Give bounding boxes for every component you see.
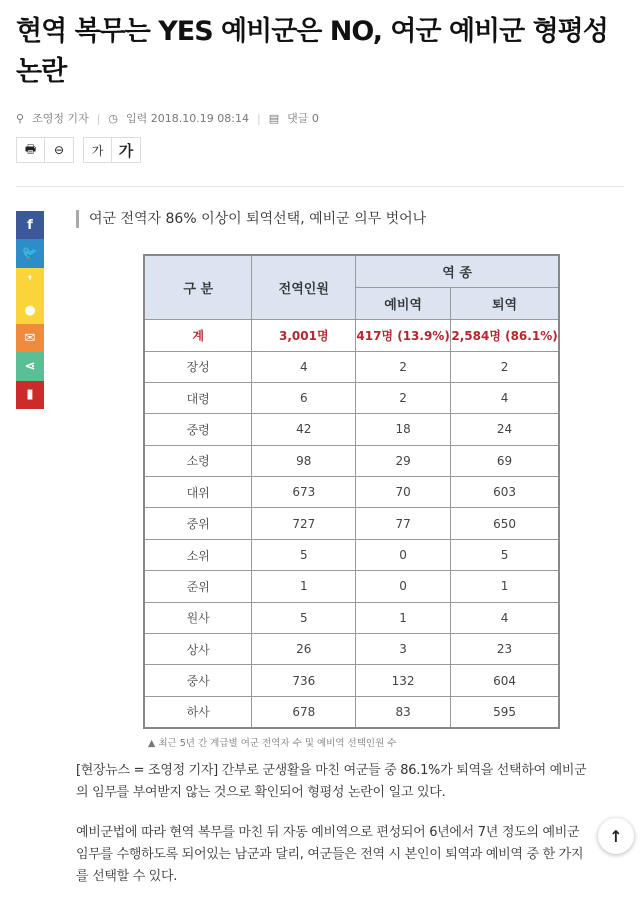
cell: 26 [252, 634, 356, 665]
cell: 23 [451, 634, 559, 665]
cell: 595 [451, 696, 559, 727]
cell: 2 [356, 382, 451, 413]
header-reserve: 예비역 [356, 287, 451, 319]
table-row [144, 665, 559, 696]
cell: 1 [356, 602, 451, 633]
table-row [144, 414, 559, 445]
cell: 673 [252, 477, 356, 508]
cell: 736 [252, 665, 356, 696]
cell: 계 [144, 319, 252, 351]
cell: 604 [451, 665, 559, 696]
article-paragraph: 예비군법에 따라 현역 복무를 마친 뒤 자동 예비역으로 편성되어 6년에서 7년 정도의 예비군 임무를 수행하도록 되어있는 남군과 달리, 여군들은 전역 시 본인이 퇴역과 예비역 중 한 가지를 선택할 수 있다. [76, 824, 584, 884]
divider: | [256, 111, 261, 125]
table-row [144, 508, 559, 539]
comment-icon: ▤ [268, 111, 280, 125]
share-email-button[interactable] [16, 324, 44, 352]
share-kakaotalk-button[interactable] [16, 296, 44, 324]
header-discharged: 전역인원 [252, 255, 356, 319]
bookmark-icon: ▮ [26, 387, 34, 403]
cell: 678 [252, 696, 356, 727]
article-meta [16, 110, 319, 126]
share-facebook-button[interactable] [16, 211, 44, 239]
header-retired: 퇴역 [451, 287, 559, 319]
table-row [144, 539, 559, 570]
data-table [143, 254, 560, 729]
clock-icon: ◷ [108, 111, 119, 125]
twitter-icon: 🐦 [21, 245, 39, 261]
table-row [144, 445, 559, 476]
comment-count[interactable]: 댓글 0 [287, 112, 319, 125]
cell: 42 [252, 414, 356, 445]
cell: 3,001명 [252, 319, 356, 351]
table-caption: ▲ 최근 5년 간 계급별 여군 전역자 수 및 예비역 선택인원 수 [148, 737, 397, 749]
cell: 대위 [144, 477, 252, 508]
cell: 132 [356, 665, 451, 696]
header-type: 역 종 [356, 255, 559, 287]
back-to-top-button[interactable]: ↑ [598, 818, 634, 854]
share-bar [16, 211, 44, 409]
cell: 3 [356, 634, 451, 665]
cell: 2 [451, 351, 559, 382]
font-decrease-button[interactable]: 가 [84, 138, 112, 162]
kakaostory-icon: ❜ [27, 274, 33, 290]
share-icon: ⋖ [24, 359, 36, 375]
cell: 69 [451, 445, 559, 476]
cell: 1 [252, 571, 356, 602]
cell: 장성 [144, 351, 252, 382]
facebook-icon: f [27, 217, 33, 233]
cell: 상사 [144, 634, 252, 665]
divider [16, 186, 624, 187]
share-bookmark-button[interactable] [16, 381, 44, 409]
cell: 원사 [144, 602, 252, 633]
cell: 중령 [144, 414, 252, 445]
font-increase-button[interactable]: 가 [118, 141, 134, 160]
cell: 소위 [144, 539, 252, 570]
user-icon: ⚲ [16, 111, 25, 125]
cell: 727 [252, 508, 356, 539]
table-row [144, 634, 559, 665]
cell: 98 [252, 445, 356, 476]
table-row [144, 477, 559, 508]
cell: 중위 [144, 508, 252, 539]
article-paragraph: [현장뉴스 = 조영정 기자] 간부로 군생활을 마친 여군들 중 86.1%가 퇴역을 선택하여 예비군의 임무를 부여받지 않는 것으로 확인되어 형평성 논란이 일고 있다. [76, 762, 587, 800]
share-kakaostory-button[interactable] [16, 268, 44, 296]
cell: 4 [252, 351, 356, 382]
kakaotalk-icon: ● [24, 302, 36, 318]
cell: 준위 [144, 571, 252, 602]
cell: 0 [356, 539, 451, 570]
article-title: 현역 복무는 YES 예비군은 NO, 여군 예비군 형평성 논란 [16, 16, 608, 87]
cell: 대령 [144, 382, 252, 413]
cell: 603 [451, 477, 559, 508]
cell: 29 [356, 445, 451, 476]
table-row [144, 602, 559, 633]
table-row [144, 571, 559, 602]
cell: 5 [451, 539, 559, 570]
cell: 70 [356, 477, 451, 508]
divider: | [96, 111, 101, 125]
email-icon: ✉ [24, 330, 36, 346]
cell: 6 [252, 382, 356, 413]
cell: 24 [451, 414, 559, 445]
copy-link-button[interactable]: ⊖ [53, 143, 65, 157]
cell: 77 [356, 508, 451, 539]
cell: 18 [356, 414, 451, 445]
table-row [144, 351, 559, 382]
cell: 1 [451, 571, 559, 602]
article-tools [16, 137, 141, 163]
share-share-button[interactable] [16, 352, 44, 380]
article-subtitle: 여군 전역자 86% 이상이 퇴역선택, 예비군 의무 벗어나 [76, 210, 426, 228]
cell: 5 [252, 539, 356, 570]
cell: 하사 [144, 696, 252, 727]
publish-date: 입력 2018.10.19 08:14 [126, 112, 249, 125]
cell: 4 [451, 382, 559, 413]
cell: 중사 [144, 665, 252, 696]
cell: 650 [451, 508, 559, 539]
table-row [144, 696, 559, 727]
table-row [144, 382, 559, 413]
cell: 417명 (13.9%) [356, 319, 451, 351]
share-twitter-button[interactable] [16, 239, 44, 267]
cell: 4 [451, 602, 559, 633]
cell: 0 [356, 571, 451, 602]
cell: 83 [356, 696, 451, 727]
header-category: 구 분 [144, 255, 252, 319]
table-row-total [144, 319, 559, 351]
cell: 5 [252, 602, 356, 633]
cell: 2,584명 (86.1%) [451, 319, 559, 351]
cell: 2 [356, 351, 451, 382]
cell: 소령 [144, 445, 252, 476]
article-body [76, 254, 590, 908]
author: 조영정 기자 [32, 112, 89, 125]
print-button[interactable]: 🖶 [17, 138, 45, 162]
